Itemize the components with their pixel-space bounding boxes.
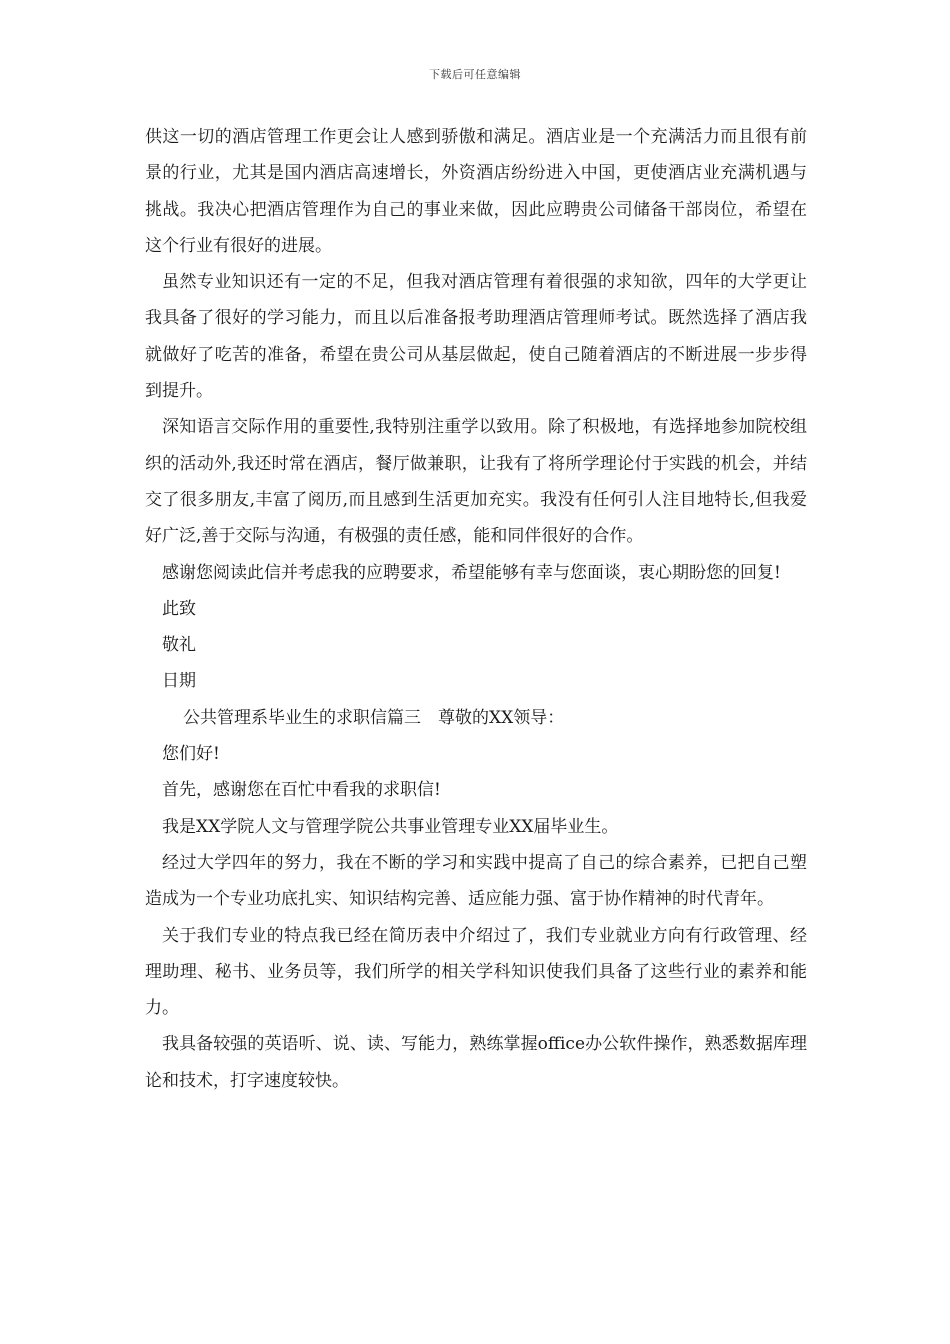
paragraph-communication: 深知语言交际作用的重要性,我特别注重学以致用。除了积极地，有选择地参加院校组织的活动外,我还时常在酒店，餐厅做兼职，让我有了将所学理论付于实践的机会，并结交了很多朋友,丰富了阅历,而且感到生活更加充实。我没有任何引人注目地特长,但我爱好广泛,善于交际与沟通，有极强的责任感，能和同伴很好的合作。 (145, 417, 807, 547)
date-line: 日期 (162, 671, 196, 692)
greeting: 您们好! (162, 744, 220, 765)
paragraph-hotel-industry: 供这一切的酒店管理工作更会让人感到骄傲和满足。酒店业是一个充满活力而且很有前景的行业，尤其是国内酒店高速增长，外资酒店纷纷进入中国，更使酒店业充满机遇与挑战。我决心把酒店管理作为自己的事业来做，因此应聘贵公司储备干部岗位，希望在这个行业有很好的进展。 (145, 127, 807, 256)
closing-salutation: 此致 (162, 598, 196, 619)
paragraph-opening: 首先，感谢您在百忙中看我的求职信! (162, 780, 441, 801)
paragraph-introduction: 我是XX学院人文与管理学院公共事业管理专业XX届毕业生。 (162, 816, 619, 837)
page-header-note: 下载后可任意编辑 (429, 68, 521, 81)
paragraph-thanks: 感谢您阅读此信并考虑我的应聘要求，希望能够有幸与您面谈，衷心期盼您的回复! (162, 562, 781, 583)
paragraph-skills: 我具备较强的英语听、说、读、写能力，熟练掌握office办公软件操作，熟悉数据库理论和技术，打字速度较快。 (145, 1034, 807, 1091)
document-body (145, 119, 807, 1099)
paragraph-effort: 经过大学四年的努力，我在不断的学习和实践中提高了自己的综合素养，已把自己塑造成为一个专业功底扎实、知识结构完善、适应能力强、富于协作精神的时代青年。 (145, 852, 807, 910)
paragraph-knowledge: 虽然专业知识还有一定的不足，但我对酒店管理有着很强的求知欲，四年的大学更让我具备了很好的学习能力，而且以后准备报考助理酒店管理师考试。既然选择了酒店我就做好了吃苦的准备，希望在贵公司从基层做起，使自己随着酒店的不断进展一步步得到提升。 (145, 272, 807, 402)
closing-regards: 敬礼 (162, 635, 196, 656)
paragraph-major: 关于我们专业的特点我已经在简历表中介绍过了，我们专业就业方向有行政管理、经理助理、秘书、业务员等，我们所学的相关学科知识使我们具备了这些行业的素养和能力。 (145, 925, 807, 1019)
section-heading: 公共管理系毕业生的求职信篇三 尊敬的XX领导： (183, 707, 565, 728)
